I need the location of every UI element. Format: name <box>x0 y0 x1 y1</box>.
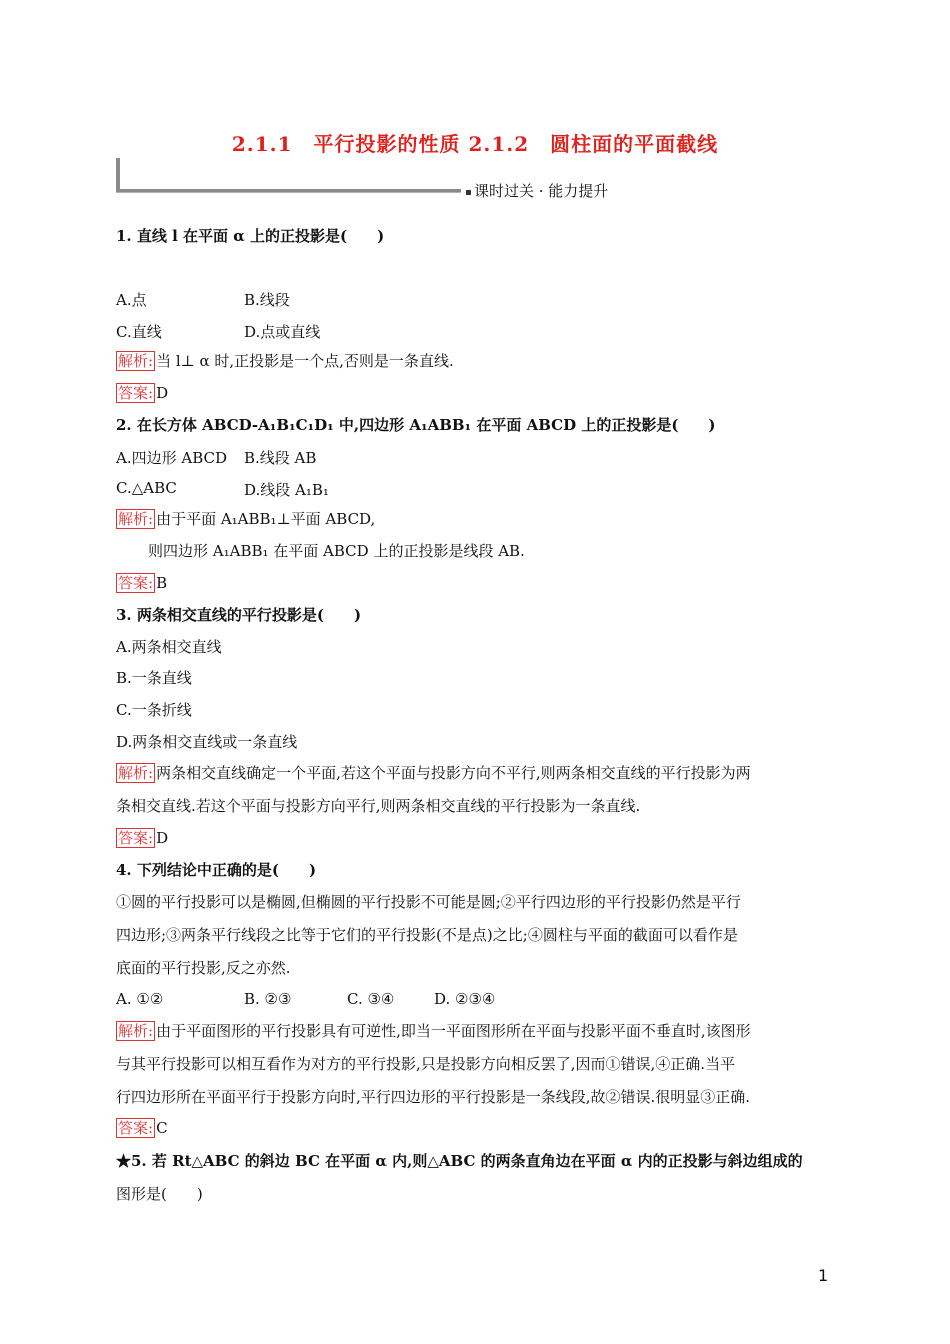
q1-option-d: D.点或直线 <box>244 323 321 341</box>
square-bullet-icon <box>466 190 471 195</box>
q1-option-c: C.直线 <box>116 323 162 341</box>
q3-option-c: C.一条折线 <box>116 701 192 719</box>
q3-answer: 答案: D <box>118 829 169 847</box>
q2-option-b: B.线段 AB <box>244 449 317 467</box>
q3-option-b: B.一条直线 <box>116 669 192 687</box>
q1-answer: 答案: D <box>118 384 169 402</box>
q2-option-a: A.四边形 ABCD <box>116 449 228 467</box>
q3-analysis-line2: 条相交直线.若这个平面与投影方向平行,则两条相交直线的平行投影为一条直线. <box>116 797 641 815</box>
answer-tag: 答案: <box>118 1119 154 1137</box>
q3-option-a: A.两条相交直线 <box>116 638 222 656</box>
q3-analysis: 解析: 两条相交直线确定一个平面,若这个平面与投影方向不平行,则两条相交直线的平行投影为两 <box>118 764 751 782</box>
q3-option-d: D.两条相交直线或一条直线 <box>116 733 298 751</box>
q2-analysis-line2: 则四边形 A₁ABB₁ 在平面 ABCD 上的正投影是线段 AB. <box>148 542 525 560</box>
answer-tag: 答案: <box>118 829 154 847</box>
q2-option-d: D.线段 A₁B₁ <box>244 481 329 499</box>
q5-stem-line1: ★5. 若 Rt△ABC 的斜边 BC 在平面 α 内,则△ABC 的两条直角边在平面 α 内的正投影与斜边组成的 <box>116 1152 803 1170</box>
section-banner <box>116 158 636 198</box>
q4-option-b: B. ②③ <box>244 990 292 1008</box>
q4-option-a: A. ①② <box>116 990 164 1008</box>
analysis-tag: 解析: <box>118 1022 154 1040</box>
analysis-tag: 解析: <box>118 352 154 370</box>
q4-body-line1: ①圆的平行投影可以是椭圆,但椭圆的平行投影不可能是圆;②平行四边形的平行投影仍然是平行 <box>116 893 741 911</box>
q4-analysis-line2: 与其平行投影可以相互看作为对方的平行投影,只是投影方向相反罢了,因而①错误,④正确.当平 <box>116 1055 736 1073</box>
q2-answer: 答案: B <box>118 574 168 592</box>
q1-stem: 1. 直线 l 在平面 α 上的正投影是( ) <box>116 227 385 245</box>
q1-option-a: A.点 <box>116 291 147 309</box>
q2-stem: 2. 在长方体 ABCD-A₁B₁C₁D₁ 中,四边形 A₁ABB₁ 在平面 ABCD 上的正投影是( ) <box>116 416 716 434</box>
q4-analysis-line3: 行四边形所在平面平行于投影方向时,平行四边形的平行投影是一条线段,故②错误.很明显③正确. <box>116 1088 751 1106</box>
banner-vertical-bar <box>116 158 120 192</box>
q4-body-line2: 四边形;③两条平行线段之比等于它们的平行投影(不是点)之比;④圆柱与平面的截面可以看作是 <box>116 926 738 944</box>
q1-option-b: B.线段 <box>244 291 290 309</box>
page-number: 1 <box>818 1266 829 1285</box>
q4-answer: 答案: C <box>118 1119 168 1137</box>
section-label: 课时过关 · 能力提升 <box>466 180 608 201</box>
q4-option-c: C. ③④ <box>347 990 395 1008</box>
q4-option-d: D. ②③④ <box>434 990 496 1008</box>
answer-tag: 答案: <box>118 384 154 402</box>
analysis-tag: 解析: <box>118 510 154 528</box>
page-title: 2.1.1 平行投影的性质 2.1.2 圆柱面的平面截线 <box>231 132 719 156</box>
analysis-tag: 解析: <box>118 764 154 782</box>
q2-option-c: C.△ABC <box>116 479 177 497</box>
q4-stem: 4. 下列结论中正确的是( ) <box>116 861 317 879</box>
q3-stem: 3. 两条相交直线的平行投影是( ) <box>116 606 362 624</box>
q4-analysis: 解析: 由于平面图形的平行投影具有可逆性,即当一平面图形所在平面与投影平面不垂直时,该图形 <box>118 1022 751 1040</box>
q1-analysis: 解析: 当 l⊥ α 时,正投影是一个点,否则是一条直线. <box>118 352 454 370</box>
q2-analysis: 解析: 由于平面 A₁ABB₁⊥平面 ABCD, <box>118 510 376 528</box>
q5-stem-line2: 图形是( ) <box>116 1185 203 1203</box>
q4-body-line3: 底面的平行投影,反之亦然. <box>116 959 291 977</box>
banner-underline <box>116 192 461 193</box>
answer-tag: 答案: <box>118 574 154 592</box>
